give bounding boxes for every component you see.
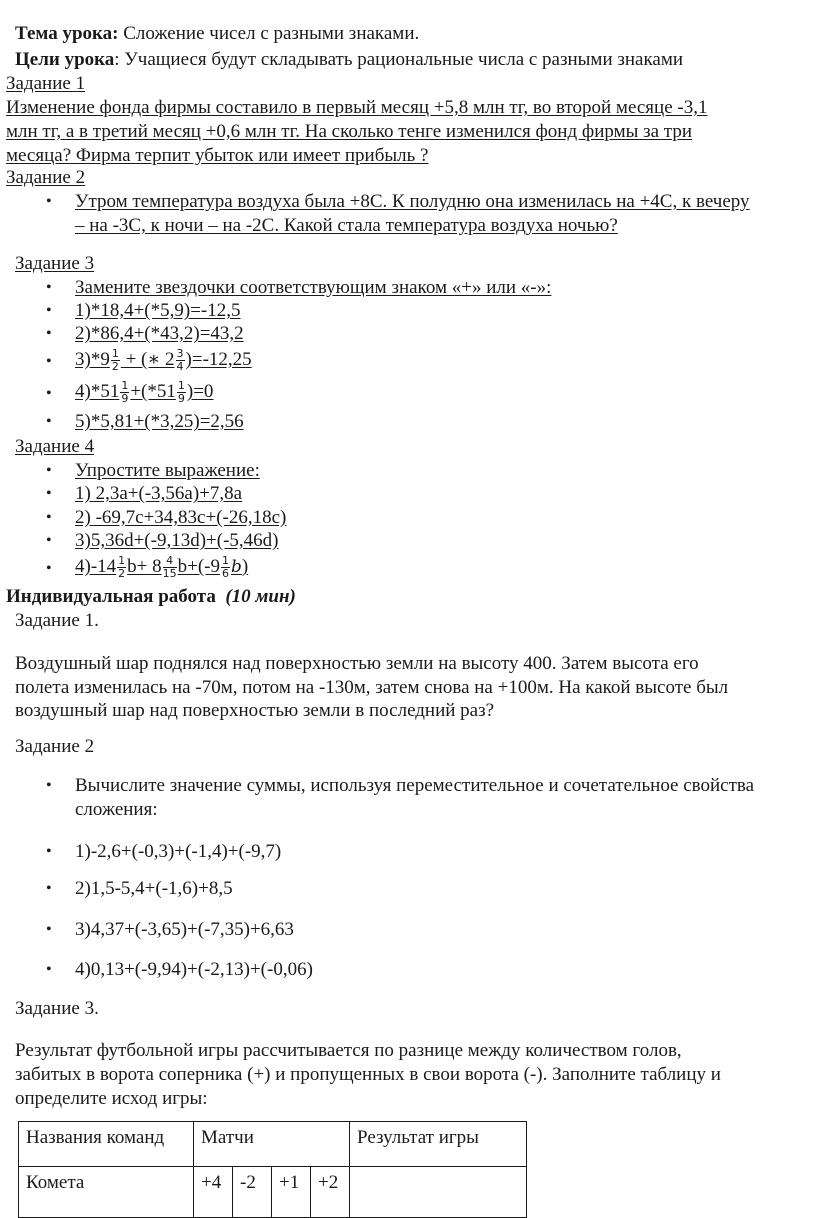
task1-line-3: месяца? Фирма терпит убыток или имеет прибыль ? [6,145,429,166]
fraction-3-4 [176,348,185,373]
task3-bullet-2: • [46,325,52,342]
match-cell: -2 [233,1167,272,1218]
item4-part2: +(*51 [130,381,176,402]
fraction-1-2 [111,348,120,373]
team-name-cell: Комета [19,1167,194,1218]
fraction-1-2 [117,555,126,580]
task3-bullet-4: • [46,385,52,402]
fraction-den: 15 [162,567,177,581]
football-results-table [18,1121,527,1218]
result-cell[interactable] [350,1167,527,1218]
task4-item-1: 1) 2,3a+(-3,56a)+7,8a [75,483,243,504]
ind-task2-bullet-4: • [46,961,52,978]
ind-task2-instruction-1: Вычислите значение суммы, используя переместительное и сочетательное свойства [75,775,755,796]
ind-task2-bullet-2: • [46,880,52,897]
ind-task1-line-3: воздушный шар над поверхностью земли в последний раз? [15,700,495,721]
ind-task1-line-1: Воздушный шар поднялся над поверхностью земли на высоту 400. Затем высота его [15,653,699,674]
match-cell: +2 [311,1167,350,1218]
header-team: Названия команд [19,1122,194,1167]
ind-task2-instruction-2: сложения: [75,799,158,820]
ind-task3-line-2: забитых в ворота соперника (+) и пропущенных в свои ворота (-). Заполните таблицу и [15,1064,721,1085]
individual-time: (10 мин) [225,586,296,607]
ind-task2-title: Задание 2 [15,736,95,757]
fraction-1-9 [120,380,129,405]
task4-item-4 [75,555,248,580]
individual-title: Индивидуальная работа [6,586,216,607]
item3-part3: )=-12,25 [185,349,252,370]
task4-item-2: 2) -69,7c+34,83c+(-26,18c) [75,507,287,528]
ind-task2-bullet-1: • [46,843,52,860]
fraction-4-15 [163,555,177,580]
task3-item-3 [75,348,252,373]
item4-part2: b+ 8 [127,556,162,577]
task4-instruction: Упростите выражение: [75,460,260,481]
task3-instruction: Замените звездочки соответствующим знаком «+» или «-»: [75,277,552,298]
fraction-den: 2 [118,567,126,581]
fraction-1-9 [177,380,186,405]
table-header-row [19,1122,527,1167]
task1-title: Задание 1 [6,73,86,94]
ind-task2-item-2: 2)1,5-5,4+(-1,6)+8,5 [75,878,233,899]
ind-task3-line-1: Результат футбольной игры рассчитывается по разнице между количеством голов, [15,1040,682,1061]
task4-title: Задание 4 [15,436,95,457]
task3-bullet-5: • [46,413,52,430]
task2-bullet: • [46,193,52,210]
ind-task3-title: Задание 3. [15,998,99,1019]
task3-bullet-3: • [46,353,52,370]
task4-bullet-1: • [46,485,52,502]
ind-task2-bullet-0: • [46,777,52,794]
lesson-topic [15,22,419,46]
fraction-num: 1 [222,554,229,568]
topic-text: Сложение чисел с разными знаками. [118,23,420,44]
task3-item-5: 5)*5,81+(*3,25)=2,56 [75,411,244,432]
fraction-den: 9 [121,392,129,406]
fraction-num: 3 [176,347,184,361]
ind-task2-item-4: 4)0,13+(-9,94)+(-2,13)+(-0,06) [75,959,313,980]
topic-label: Тема урока: [15,23,119,44]
item4-part1: 4)*51 [75,381,120,402]
fraction-den: 2 [111,360,119,374]
item4-part5: ) [241,556,249,577]
task2-line-1: Утром температура воздуха была +8С. К полудню она изменилась на +4С, к вечеру [75,191,750,212]
task4-bullet-0: • [46,462,52,479]
fraction-den: 6 [222,567,229,581]
header-result: Результат игры [350,1122,527,1167]
header-matches: Матчи [194,1122,350,1167]
task4-bullet-3: • [46,532,52,549]
fraction-num: 1 [118,554,126,568]
task3-item-4 [75,380,213,405]
fraction-num: 1 [111,347,119,361]
task3-item-1: 1)*18,4+(*5,9)=-12,5 [75,300,241,321]
item4-part3: b+(-9 [177,556,220,577]
match-cell: +1 [272,1167,311,1218]
task2-line-2: – на -3С, к ночи – на -2С. Какой стала температура воздуха ночью? [75,215,618,236]
table-row [19,1167,527,1218]
item4-var-b: b [231,557,242,577]
task3-bullet-0: • [46,279,52,296]
ind-task2-item-3: 3)4,37+(-3,65)+(-7,35)+6,63 [75,919,294,940]
task1-line-1: Изменение фонда фирмы составило в первый месяц +5,8 млн тг, во второй месяце -3,1 [6,97,708,118]
ind-task3-line-3: определите исход игры: [15,1088,208,1109]
ind-task1-line-2: полета изменилась на -70м, потом на -130м, затем снова на +100м. На какой высоте был [15,677,729,698]
fraction-num: 4 [163,555,177,568]
fraction-den: 9 [177,392,185,406]
goals-label: Цели урока [15,49,115,70]
match-cell: +4 [194,1167,233,1218]
item4-part3: )=0 [186,381,214,402]
item3-part1: 3)*9 [75,349,110,370]
fraction-num: 1 [121,379,129,393]
item3-part2: + (∗ 2 [120,349,175,370]
ind-task2-item-1: 1)-2,6+(-0,3)+(-1,4)+(-9,7) [75,841,282,862]
individual-work-heading [6,585,296,609]
ind-task2-bullet-3: • [46,921,52,938]
fraction-den: 4 [176,360,184,374]
task4-bullet-4: • [46,560,52,577]
task2-title: Задание 2 [6,167,86,188]
task3-item-2: 2)*86,4+(*43,2)=43,2 [75,323,244,344]
fraction-1-6 [221,555,230,580]
goals-text: : Учащиеся будут складывать рациональные числа с разными знаками [114,49,684,70]
ind-task1-title: Задание 1. [15,610,99,631]
task3-title: Задание 3 [15,253,95,274]
task3-bullet-1: • [46,302,52,319]
lesson-goals [15,48,683,72]
fraction-num: 1 [177,379,185,393]
task4-bullet-2: • [46,509,52,526]
task4-item-3: 3)5,36d+(-9,13d)+(-5,46d) [75,530,279,551]
item4-part1: 4)-14 [75,556,117,577]
task1-line-2: млн тг, а в третий месяц +0,6 млн тг. На сколько тенге изменился фонд фирмы за три [6,121,693,142]
